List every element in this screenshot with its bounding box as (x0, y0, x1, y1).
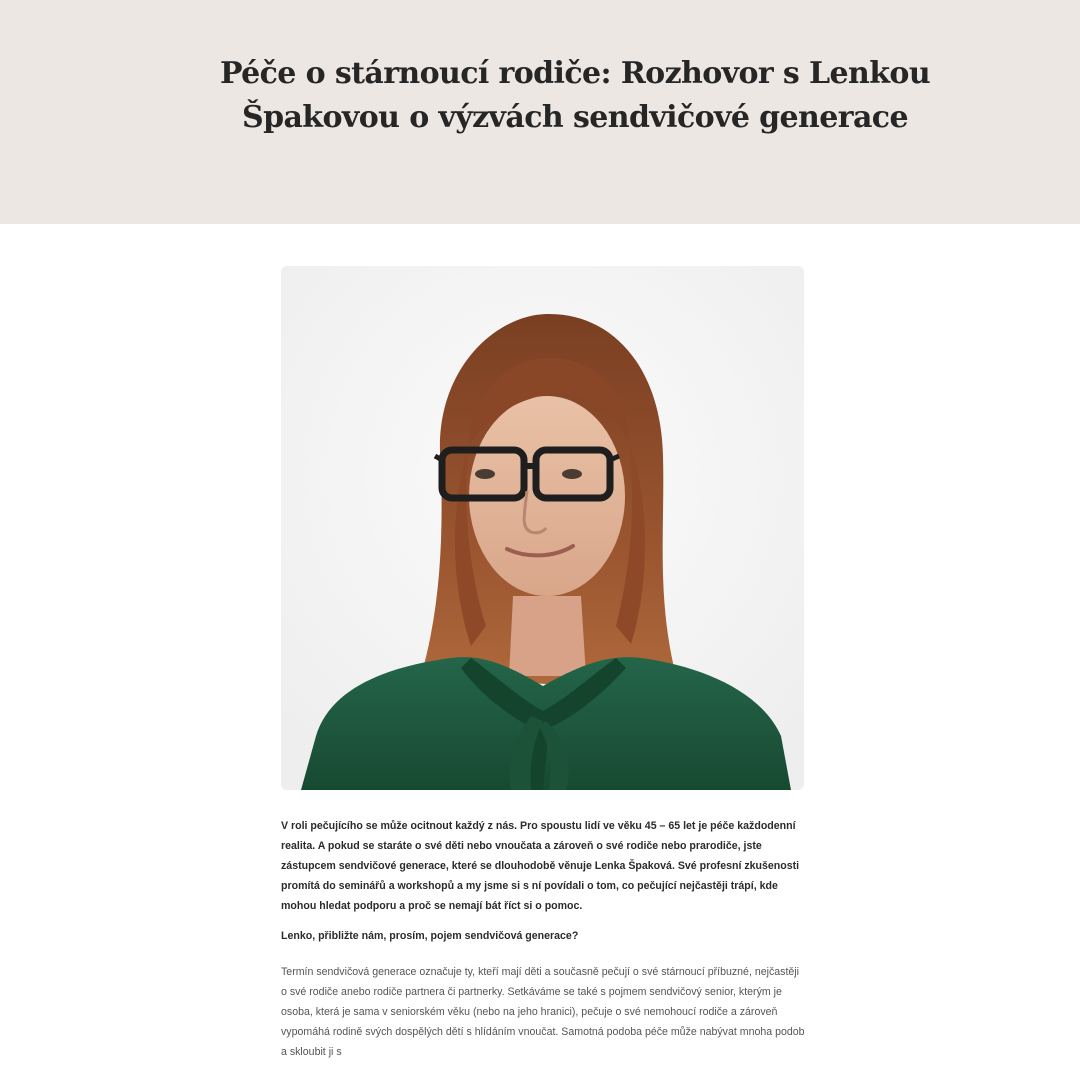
article-body (281, 816, 805, 1062)
article-title: Péče o stárnoucí rodiče: Rozhovor s Lenkou Špakovou o výzvách sendvičové generace (219, 56, 931, 135)
article-header (0, 0, 1080, 224)
interview-question: Lenko, přibližte nám, prosím, pojem sendvičová generace? (281, 930, 579, 942)
portrait-photo (281, 266, 804, 790)
interview-answer: Termín sendvičová generace označuje ty, kteří mají děti a současně pečují o své stárnoucí příbuzné, nejčastěji o své rodiče anebo rodiče partnera či partnerky. Setkáváme se také s pojmem sendvičový senior, kterým je osoba, která je sama v seniorském věku (nebo na jeho hranici), pečuje o své nemohoucí rodiče a zároveň vypomáhá rodině svých dospělých dětí s hlídáním vnoučat. Samotná podoba péče může nabývat mnoha podob a skloubit ji s (281, 966, 805, 1058)
portrait-illustration (281, 266, 804, 790)
article-lead: V roli pečujícího se může ocitnout každý z nás. Pro spoustu lidí ve věku 45 – 65 let je péče každodenní realita. A pokud se staráte o své děti nebo vnoučata a zároveň o své rodiče nebo prarodiče, jste zástupcem sendvičové generace, které se dlouhodobě věnuje Lenka Špaková. Své profesní zkušenosti promítá do seminářů a workshopů a my jsme si s ní povídali o tom, co pečující nejčastěji trápí, kde mohou hledat podporu a proč se nemají bát říct si o pomoc. (281, 820, 800, 912)
